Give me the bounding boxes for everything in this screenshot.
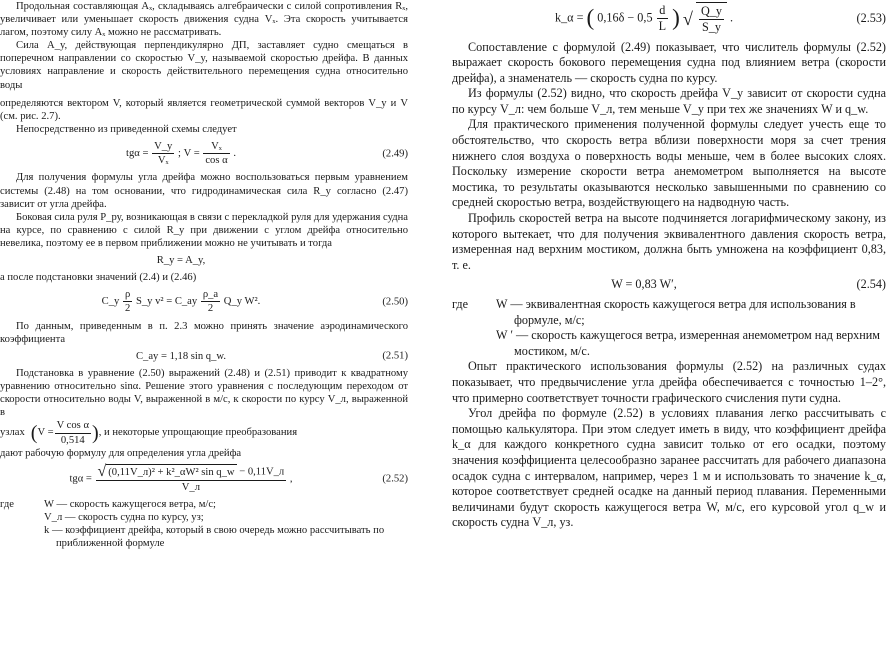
equation-2-51: C_ay = 1,18 sin q_w. (2.51) bbox=[135, 350, 408, 362]
equation-ry: R_y = A_y, bbox=[156, 254, 206, 266]
fraction: $\frac{\text{V cos α}}{0,514}$ bbox=[56, 420, 90, 446]
definition-item: W ′ — скорость кажущегося ветра, измеренная анемометром над верхним мостиком, м/с. bbox=[496, 328, 881, 358]
equation-number: (2.49) bbox=[382, 148, 408, 160]
equation-number: (2.50) bbox=[382, 296, 408, 308]
definition-item: V_л — скорость судна по курсу, уз; bbox=[44, 512, 204, 524]
definitions-list: где W — скорость кажущегося ветра, м/с; V_л — скорость судна по курсу, уз; k — коэффициент дрейфа, который в свою очередь можно рассчитывать по приближенной формуле bbox=[0, 498, 408, 550]
fraction: $\frac{V\_y}{\text{Vₓ}}$ bbox=[154, 140, 173, 167]
equation-2-50: C_y $\frac{\rho}{2}$ S_y v² = C_ay $\frac{\rho\_a}{2}$ Q_y W². (2.50) bbox=[101, 289, 408, 315]
paragraph: Профиль скоростей ветра на высоте подчиняется логарифмическому закону, из которого вытекает, что для получения эквивалентного давления скорость ветра, измеренная над верхним мостиком, должна быть умножена на коэффициент 0,83, т. е. bbox=[452, 211, 886, 272]
paragraph: Угол дрейфа по формуле (2.52) в условиях плавания легко рассчитывать с помощью калькулятора. При этом следует иметь в виду, что коэффициент дрейфа k_α для каждого конкретного судна зависит только от его осадки, поэтому значения коэффициента целесообразно заранее рассчитать для рабочего диапазона осадок судна с интервалом, например, через 1 м и использовать то значение k_α, которое соответствует средней осадке на данный период плавания. Переменными величинами будут скорость кажущегося ветра W, м/с, его курсовой угол q_w и скорость судна V_л, уз. bbox=[452, 406, 886, 530]
equation-number: (2.51) bbox=[382, 350, 408, 362]
equation-2-53: k_α = ( 0,16δ − 0,5 $\frac{d}{L}$ ) √ $\frac{Q\_y}{S\_y}$ . (2.53) bbox=[554, 3, 886, 35]
right-column bbox=[452, 0, 886, 531]
equation-number: (2.52) bbox=[382, 473, 408, 485]
definition-item: k — коэффициент дрейфа, который в свою очередь можно рассчитывать по приближенной формуле bbox=[44, 525, 385, 550]
left-column bbox=[0, 0, 408, 550]
equation-number: (2.53) bbox=[856, 10, 886, 25]
fraction: $\frac{d}{L}$ bbox=[658, 3, 667, 34]
paragraph: а после подстановки значений (2.4) и (2.46) bbox=[0, 272, 197, 284]
fraction: $\frac{\text{Vₓ}}{\text{cos α}}$ bbox=[205, 140, 228, 167]
fraction: $\frac{\rho\_a}{2}$ bbox=[202, 289, 219, 315]
fraction: $\frac{\text{√ (0,11V\_л)² + k²\_αW² sin q\_w − 0,11V\_л}}{V\_л}$ bbox=[97, 462, 285, 493]
knots-conversion: узлах ( V = $\frac{\text{V cos α}}{0,514}$ ) , и некоторые упрощающие преобразования bbox=[0, 420, 298, 446]
paragraph: Боковая сила руля P_ру, возникающая в связи с перекладкой руля для удержания судна на курсе, по сравнению с силой R_y при движении с углом дрейфа относительно невелика, поэтому ее в первом приближении можно не учитывать и тогда bbox=[0, 211, 408, 249]
paragraph: Продольная составляющая Aₓ, складываясь алгебраически с силой сопротивления Rₓ, увеличивает или уменьшает скорость движения судна Vₓ. Эта скорость учитывается лагом, поэтому силу Aₓ можно не рассматривать. bbox=[0, 1, 408, 39]
paragraph: Сопоставление с формулой (2.49) показывает, что числитель формулы (2.52) выражает скорость бокового перемещения судна под влиянием ветра (скорости дрейфа), а знаменатель — скорость судна по курсу. bbox=[452, 39, 886, 85]
definition-item: W — эквивалентная скорость кажущегося ветра для использования в формуле, м/с; bbox=[496, 297, 856, 327]
fraction: $\frac{Q\_y}{S\_y}$ bbox=[700, 4, 722, 35]
paragraph: Для получения формулы угла дрейфа можно воспользоваться первым уравнением системы (2.48) на том основании, что гидродинамическая сила R_y согласно (2.47) зависит от угла дрейфа. bbox=[0, 172, 408, 210]
paragraph: По данным, приведенным в п. 2.3 можно принять значение аэродинамического коэффициента bbox=[0, 320, 408, 345]
equation-2-49: tgα = $\frac{V\_y}{\text{Vₓ}}$ ; V = $\frac{\text{Vₓ}}{\text{cos α}}$ . (2.49) bbox=[126, 140, 408, 167]
definitions-list: где W — эквивалентная скорость кажущегося ветра для использования в формуле, м/с; W ′ — скорость кажущегося ветра, измеренная анемометром над верхним мостиком, м/с. bbox=[452, 297, 886, 359]
definition-item: W — скорость кажущегося ветра, м/с; bbox=[44, 498, 216, 510]
paragraph: Для практического применения полученной формулы следует учесть еще то обстоятельство, что скорость ветра вблизи поверхности моря за счет трения нижнего слоя воздуха о поверхность воды меньше, чем в более высоких слоях. Поскольку измерение скорости ветра анемометром выполняется на высоте мостика, то результаты оказываются несколько завышенными по сравнению со средней скоростью ветра, воздействующего на надводную часть. bbox=[452, 117, 886, 210]
equation-2-52: tgα = $\frac{\text{√ (0,11V\_л)² + k²\_αW² sin q\_w − 0,11V\_л}}{V\_л}$ , (2.52) bbox=[69, 462, 408, 493]
paragraph: Опыт практического использования формулы (2.52) на различных судах показывает, что предвычисление угла дрейфа обеспечивается с точностью 1–2°, что примерно соответствует точности графического счисления пути судна. bbox=[452, 359, 886, 405]
paragraph: Сила A_y, действующая перпендикулярно ДП, заставляет судно смещаться в поперечном направлении со скоростью V_y, называемой скоростью дрейфа. В данных условиях направление и скорость действительного перемещения судна относительно воды bbox=[0, 40, 408, 91]
paragraph: дают рабочую формулу для определения угла дрейфа bbox=[0, 447, 242, 459]
equation-number: (2.54) bbox=[856, 277, 886, 292]
paragraph: определяются вектором V, который является геометрической суммой векторов V_y и V (см. рис. 2.7). bbox=[0, 97, 408, 122]
equation-2-54: W = 0,83 W′, (2.54) bbox=[611, 277, 886, 292]
paragraph: Подстановка в уравнение (2.50) выражений (2.48) и (2.51) приводит к квадратному уравнению относительно sinα. Решение этого уравнения с последующим переходом от скорости относительно воды V, выраженной в м/с, к скорости по курсу V_л, выраженной в bbox=[0, 367, 408, 419]
paragraph: Непосредственно из приведенной схемы следует bbox=[16, 123, 237, 135]
fraction: $\frac{\rho}{2}$ bbox=[124, 289, 131, 315]
paragraph: Из формулы (2.52) видно, что скорость дрейфа V_y зависит от скорости судна по курсу V_л: чем больше V_л, тем меньше V_y при тех же значениях W и q_w. bbox=[452, 86, 886, 116]
